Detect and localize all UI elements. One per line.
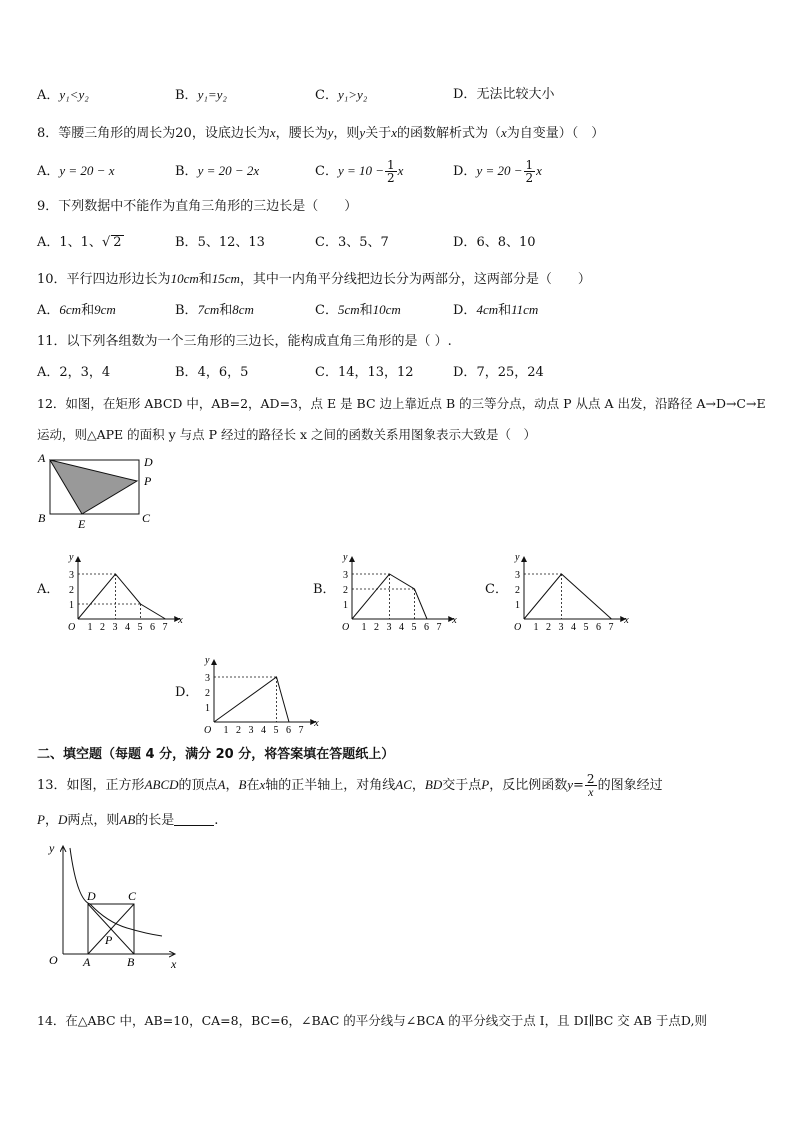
q8-text-e: 的函数解析式为（ [397, 126, 502, 141]
option-label: D． [453, 365, 477, 380]
tick-y-2: 2 [205, 688, 210, 699]
q13-ac: AC [395, 777, 412, 792]
q10-stem [37, 268, 591, 291]
q10-option-b [175, 299, 254, 322]
function-curve [214, 677, 289, 722]
tick-x-7: 7 [608, 622, 614, 630]
q7-option-a [37, 84, 89, 107]
q7-option-c-text: y₁>y₂ [337, 87, 368, 102]
label-C: C [142, 511, 151, 525]
q10-option-c-second: 10cm [372, 302, 401, 317]
q10-number: 10． [37, 272, 67, 287]
q10-option-a-second: 9cm [94, 302, 116, 317]
tick-x-3: 3 [386, 622, 392, 630]
q8-option-d-pre: y = 20 − [476, 163, 523, 178]
q8-option-c [315, 156, 403, 187]
q9-option-c [315, 230, 389, 256]
q10-option-b-and: 和 [219, 303, 233, 318]
q8-option-c-fraction [385, 159, 397, 184]
q11-option-a-text: 2，3，4 [59, 365, 111, 380]
axis-label-y: y [69, 552, 74, 563]
q8-var-x-3: x [501, 125, 507, 140]
q8-text-d: 关于 [365, 126, 392, 141]
tick-x-1: 1 [223, 725, 229, 733]
axis-origin: O [514, 622, 522, 630]
option-label: A． [37, 235, 60, 250]
option-label: B． [175, 365, 198, 380]
tick-x-1: 1 [87, 622, 93, 630]
q11-option-c [315, 362, 414, 384]
tick-y-3: 3 [69, 570, 74, 581]
fig-label-b: B [127, 955, 135, 969]
q8-options [0, 156, 794, 186]
tick-x-6: 6 [596, 622, 601, 630]
q13-y: y [567, 777, 574, 792]
fraction-numerator: 1 [525, 158, 534, 172]
q13-bd: BD [424, 777, 443, 792]
axis-label-y: y [205, 655, 210, 666]
q10-option-d-first: 4cm [476, 302, 499, 317]
q8-text-b: ，腰长为 [275, 126, 328, 141]
graph-a-label: A． [37, 582, 60, 597]
tick-y-3: 3 [515, 570, 520, 581]
tick-x-2: 2 [236, 725, 241, 733]
q10-text-a: 平行四边形边长为 [66, 272, 171, 287]
q13-line2-text-b: 两点，则 [67, 813, 120, 828]
tick-x-4: 4 [399, 622, 404, 630]
q13-text-a: 如图，正方形 [66, 778, 145, 793]
graph-b-label: B． [313, 582, 336, 597]
fig-label-a: A [83, 955, 91, 969]
tick-y-2: 2 [515, 585, 520, 596]
tick-y-3: 3 [205, 673, 210, 684]
q8-text-f: 为自变量）（ ） [506, 126, 605, 141]
label-E: E [78, 517, 86, 531]
fraction-numerator: 1 [387, 158, 395, 172]
q8-option-a-text: y = 20 − x [59, 163, 115, 178]
q8-var-y-2: y [359, 125, 366, 140]
q13-figure [37, 838, 187, 973]
fraction-denominator: x [588, 785, 594, 799]
q14-stem: 14．在△ABC 中，AB=10，CA=8，BC=6，∠BAC 的平分线与∠BCA 的平分线交于点 I，且 DI∥BC 交 AB 于点D,则 [37, 1013, 707, 1028]
q13-text-e: 交于点 [442, 778, 482, 793]
tick-x-2: 2 [546, 622, 551, 630]
q8-var-y: y [327, 125, 334, 140]
q12-stem-line1: 12．如图，在矩形 ABCD 中，AB=2，AD=3，点 E 是 BC 边上靠近点 B 的三等分点，动点 P 从点 A 出发，沿路径 A→D→C→E [37, 396, 766, 411]
label-P: P [144, 474, 152, 488]
q9-stem: 9．下列数据中不能作为直角三角形的三边长是（ ） [37, 199, 358, 214]
option-label: D． [453, 303, 477, 318]
option-label: D． [453, 235, 477, 250]
q11-stem: 11．以下列各组数为一个三角形的三边长，能构成直角三角形的是（ ）. [37, 334, 452, 349]
fig-label-c: C [128, 889, 137, 903]
tick-x-7: 7 [436, 622, 442, 630]
q10-text-b: ，其中一内角平分线把边长分为两部分，这两部分是（ ） [239, 272, 591, 287]
fig-label-p: P [105, 933, 113, 947]
q10-option-a [37, 299, 116, 322]
label-B: B [38, 511, 46, 525]
graph-option-a [62, 540, 192, 630]
axis-label-x: x [624, 615, 629, 626]
fig-label-d: D [87, 889, 96, 903]
q9-option-a-radicand: 2 [113, 235, 122, 250]
tick-x-4: 4 [571, 622, 576, 630]
axis-label-y: y [515, 552, 520, 563]
q8-option-d-post: x [536, 163, 542, 178]
q8-option-c-post: x [397, 163, 404, 178]
tick-x-4: 4 [261, 725, 266, 733]
q10-option-c-first: 5cm [337, 302, 360, 317]
q7-option-d [453, 84, 554, 106]
q11-option-a [37, 362, 110, 384]
option-label: D． [453, 164, 477, 179]
q12-stem-line2: 运动，则△APE 的面积 y 与点 P 经过的路径长 x 之间的函数关系用图象表示大致是（ ） [37, 427, 537, 442]
q13-text-b: 的顶点 [178, 778, 218, 793]
axis-label-x: x [178, 615, 183, 626]
q9-option-b-text: 5、12、13 [197, 235, 265, 250]
graph-d-label: D． [175, 685, 199, 700]
q10-option-b-second: 8cm [232, 302, 254, 317]
function-curve [352, 574, 427, 619]
q13-a: A [217, 777, 226, 792]
q8-var-x: x [269, 125, 276, 140]
tick-x-6: 6 [424, 622, 429, 630]
q8-var-x-2: x [391, 125, 397, 140]
q8-number: 8． [37, 126, 59, 141]
tick-y-1: 1 [205, 703, 210, 714]
q11-option-b [175, 362, 248, 384]
q8-option-b [175, 156, 259, 187]
q12-rectangle-figure [34, 450, 164, 534]
tick-x-1: 1 [361, 622, 367, 630]
graph-c-label: C． [485, 582, 508, 597]
axis-origin: O [204, 725, 212, 733]
q9-option-d [453, 230, 536, 256]
q8-option-d [453, 156, 542, 187]
tick-y-1: 1 [515, 600, 520, 611]
q7-option-d-text: 无法比较大小 [476, 87, 555, 102]
option-label: B． [175, 235, 198, 250]
q10-option-a-first: 6cm [59, 302, 82, 317]
q13-x: x [259, 777, 266, 792]
fig-label-o: O [49, 953, 58, 967]
q8-option-c-pre: y = 10 − [337, 163, 385, 178]
q13-stem-line2 [37, 809, 218, 832]
tick-x-3: 3 [248, 725, 254, 733]
q13-text-d: 轴的正半轴上，对角线 [265, 778, 396, 793]
graph-option-b [336, 540, 466, 630]
y-axis-arrow [521, 556, 527, 562]
option-label: C． [315, 365, 338, 380]
graph-option-d [198, 643, 328, 733]
q13-line2-p: P [37, 812, 45, 827]
q13-line2-comma: ， [44, 813, 58, 828]
tick-y-1: 1 [343, 600, 348, 611]
fraction-denominator: 2 [525, 171, 534, 185]
q10-options [0, 299, 794, 321]
option-label: B． [175, 303, 198, 318]
option-label: B． [175, 88, 198, 103]
q11-option-c-text: 14，13，12 [337, 365, 414, 380]
q10-option-c [315, 299, 401, 322]
q7-option-a-text: y₁<y₂ [59, 87, 89, 102]
q13-text-f: ，反比例函数 [489, 778, 568, 793]
q8-option-b-text: y = 20 − 2x [197, 163, 260, 178]
q10-option-d-second: 11cm [511, 302, 539, 317]
tick-x-5: 5 [273, 725, 279, 733]
y-axis-arrow [75, 556, 81, 562]
q10-option-c-and: 和 [359, 303, 373, 318]
option-label: A． [37, 365, 60, 380]
q13-comma: ， [225, 778, 239, 793]
q13-b: B [238, 777, 247, 792]
function-curve [78, 574, 166, 619]
q13-period: . [214, 813, 219, 828]
q8-option-a [37, 156, 114, 187]
q9-option-b [175, 230, 265, 256]
tick-x-6: 6 [286, 725, 291, 733]
option-label: A． [37, 164, 60, 179]
tick-y-2: 2 [343, 585, 348, 596]
q13-text-c: 在 [246, 778, 260, 793]
q13-comma-2: ， [411, 778, 425, 793]
q7-option-b-text: y₁=y₂ [197, 87, 227, 102]
tick-x-1: 1 [533, 622, 539, 630]
option-label: A． [37, 303, 60, 318]
fraction-numerator: 2 [586, 772, 595, 786]
q8-option-d-fraction [524, 159, 536, 184]
hyperbola-curve [70, 848, 162, 936]
sqrt-icon: √ [101, 235, 111, 250]
tick-x-3: 3 [558, 622, 564, 630]
axis-label-y: y [343, 552, 348, 563]
q10-option-d-and: 和 [498, 303, 512, 318]
q13-text-g: 的图象经过 [597, 778, 663, 793]
tick-x-5: 5 [411, 622, 417, 630]
q9-option-a [37, 230, 124, 256]
y-axis-arrow [211, 659, 217, 665]
tick-x-7: 7 [162, 622, 168, 630]
tick-y-2: 2 [69, 585, 74, 596]
q13-fraction [585, 773, 597, 798]
axis-label-x: x [314, 718, 319, 729]
q8-stem [37, 122, 604, 145]
tick-x-3: 3 [112, 622, 118, 630]
q13-stem-line1 [37, 770, 663, 801]
q10-and: 和 [198, 272, 212, 287]
q13-line2-text-c: 的长是 [135, 813, 175, 828]
tick-x-2: 2 [374, 622, 379, 630]
q11-option-d [453, 362, 544, 384]
option-label: C． [315, 88, 338, 103]
answer-blank[interactable] [174, 811, 214, 826]
q10-value-1: 10cm [170, 271, 199, 286]
q11-option-b-text: 4，6，5 [197, 365, 249, 380]
graph-option-c [508, 540, 638, 630]
q8-text-a: 等腰三角形的周长为20，设底边长为 [58, 126, 270, 141]
q13-line2-ab: AB [119, 812, 136, 827]
q11-options [0, 362, 794, 384]
q7-option-b [175, 84, 227, 107]
option-label: C． [315, 303, 338, 318]
tick-y-3: 3 [343, 570, 348, 581]
option-label: C． [315, 164, 338, 179]
q9-option-c-text: 3、5、7 [337, 235, 389, 250]
tick-x-2: 2 [100, 622, 105, 630]
q9-options [0, 230, 794, 256]
fig-label-y: y [49, 841, 55, 855]
fraction-denominator: 2 [387, 171, 395, 185]
tick-x-5: 5 [583, 622, 589, 630]
q9-option-d-text: 6、8、10 [476, 235, 536, 250]
q11-option-d-text: 7，25，24 [476, 365, 544, 380]
triangle-ape [50, 460, 137, 514]
q13-number: 13． [37, 778, 67, 793]
section-heading: 二、填空题（每题 4 分，满分 20 分，将答案填在答题纸上） [37, 747, 395, 762]
tick-x-6: 6 [150, 622, 155, 630]
tick-x-7: 7 [298, 725, 304, 733]
q13-eq: = [573, 778, 584, 793]
tick-x-5: 5 [137, 622, 143, 630]
option-label: B． [175, 164, 198, 179]
q10-option-b-first: 7cm [197, 302, 220, 317]
q8-text-c: ，则 [333, 126, 360, 141]
q9-option-a-text: 1、1、 [59, 235, 102, 250]
axis-origin: O [68, 622, 76, 630]
q10-option-a-and: 和 [81, 303, 95, 318]
tick-x-4: 4 [125, 622, 130, 630]
q10-option-d [453, 299, 538, 322]
q7-option-c [315, 84, 367, 107]
option-label: A． [37, 88, 60, 103]
q13-p: P [481, 777, 490, 792]
option-label: C． [315, 235, 338, 250]
q13-line2-d: D [57, 812, 68, 827]
y-axis-arrow [349, 556, 355, 562]
fig-label-x: x [171, 957, 177, 971]
q7-options [0, 84, 794, 106]
q13-abcd: ABCD [144, 777, 179, 792]
axis-origin: O [342, 622, 350, 630]
axis-label-x: x [452, 615, 457, 626]
function-curve [524, 574, 612, 619]
q10-value-2: 15cm [211, 271, 240, 286]
tick-y-1: 1 [69, 600, 74, 611]
option-label: D． [453, 87, 477, 102]
label-D: D [144, 455, 153, 469]
label-A: A [38, 451, 46, 465]
